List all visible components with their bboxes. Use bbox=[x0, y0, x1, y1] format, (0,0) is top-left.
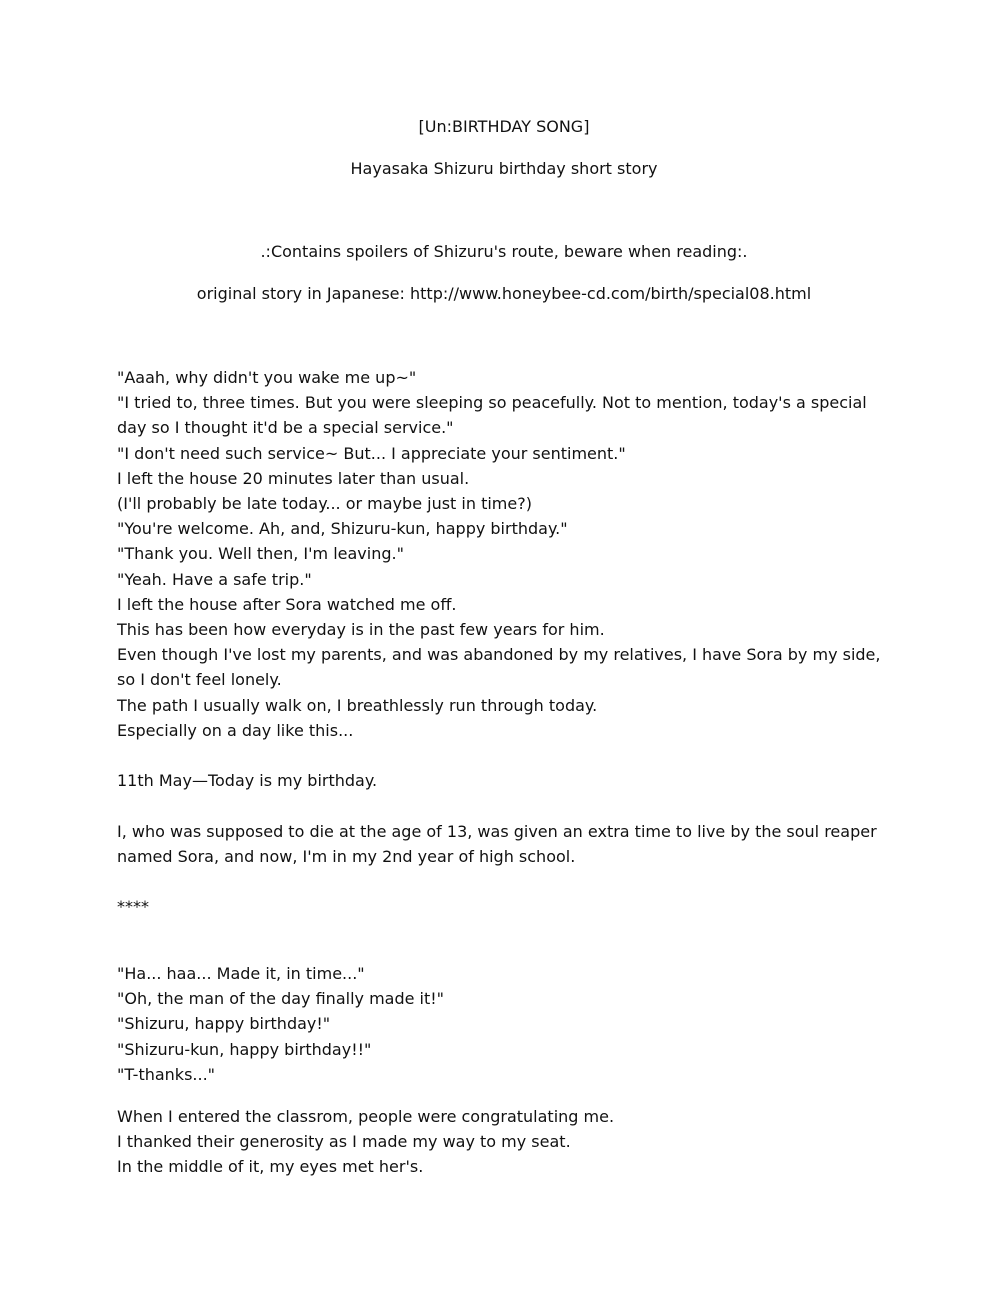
story-line: "T-thanks..." bbox=[117, 1064, 216, 1084]
story-line: "Aaah, why didn't you wake me up~" bbox=[117, 368, 417, 387]
story-line: The path I usually walk on, I breathlessly run through today. bbox=[117, 695, 598, 715]
story-line: "You're welcome. Ah, and, Shizuru-kun, happy birthday." bbox=[117, 519, 568, 539]
document-title: [Un:BIRTHDAY SONG] bbox=[418, 117, 590, 136]
story-line: I left the house after Sora watched me off. bbox=[117, 594, 457, 614]
story-block-2 bbox=[117, 961, 897, 1087]
story-date-line: 11th May—Today is my birthday. bbox=[117, 771, 378, 790]
story-reaper-paragraph: I, who was supposed to die at the age of 13, was given an extra time to live by the soul reaper named Sora, and now, I'm in my 2nd year of high school. bbox=[117, 822, 877, 867]
story-line: "Shizuru-kun, happy birthday!!" bbox=[117, 1039, 372, 1059]
story-block-3 bbox=[117, 1104, 897, 1180]
story-line: "Shizuru, happy birthday!" bbox=[117, 1014, 331, 1034]
story-line: I thanked their generosity as I made my way to my seat. bbox=[117, 1132, 571, 1152]
story-line: "Ha... haa... Made it, in time..." bbox=[117, 964, 365, 983]
story-line: I left the house 20 minutes later than usual. bbox=[117, 468, 470, 488]
story-line: Even though I've lost my parents, and was abandoned by my relatives, I have Sora by my side, so I don't feel lonely. bbox=[117, 645, 881, 690]
story-line: "Oh, the man of the day finally made it!" bbox=[117, 989, 445, 1009]
story-line: "I don't need such service~ But... I appreciate your sentiment." bbox=[117, 443, 626, 463]
story-line: "Yeah. Have a safe trip." bbox=[117, 569, 312, 589]
section-separator: **** bbox=[117, 897, 149, 916]
source-link-line: original story in Japanese: http://www.honeybee-cd.com/birth/special08.html bbox=[196, 284, 812, 303]
story-line: (I'll probably be late today... or maybe just in time?) bbox=[117, 494, 532, 514]
document-subtitle: Hayasaka Shizuru birthday short story bbox=[350, 159, 658, 178]
story-line: In the middle of it, my eyes met her's. bbox=[117, 1157, 424, 1177]
story-line: Especially on a day like this... bbox=[117, 720, 354, 740]
story-line: "I tried to, three times. But you were sleeping so peacefully. Not to mention, today's a special day so I thought it'd be a special service." bbox=[117, 393, 867, 438]
story-block-1 bbox=[117, 365, 897, 743]
story-line: This has been how everyday is in the past few years for him. bbox=[117, 620, 605, 640]
spoiler-warning: .:Contains spoilers of Shizuru's route, beware when reading:. bbox=[260, 242, 748, 261]
story-line: "Thank you. Well then, I'm leaving." bbox=[117, 544, 404, 564]
story-line: When I entered the classrom, people were congratulating me. bbox=[117, 1107, 615, 1126]
